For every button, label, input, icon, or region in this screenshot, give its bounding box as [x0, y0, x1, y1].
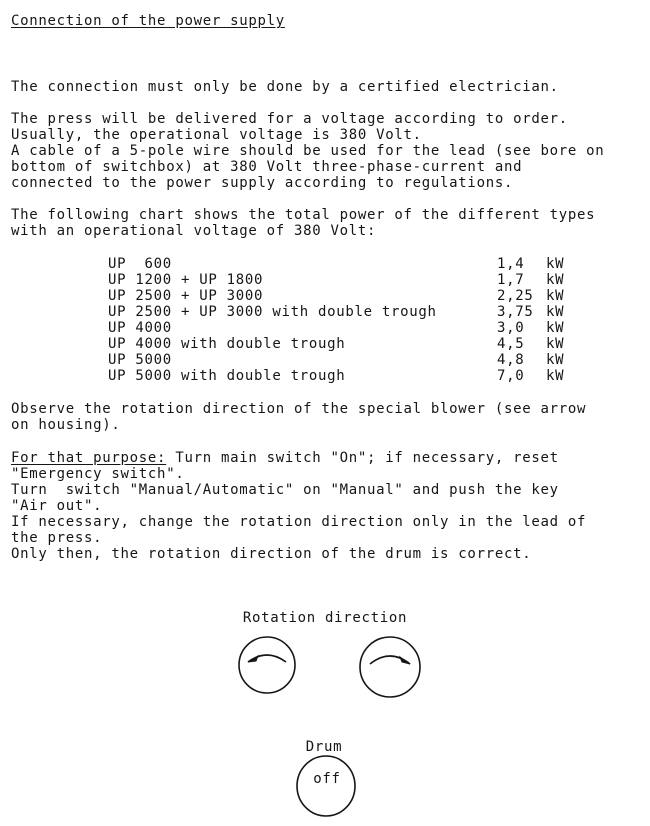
rotation-direction-label: Rotation direction [242, 610, 408, 626]
power-table-type: UP 5000 with double trough [108, 368, 346, 384]
instruction-line-4: If necessary, change the rotation direction only in the lead of [11, 514, 587, 530]
power-table-type: UP 1200 + UP 1800 [108, 272, 264, 288]
instruction-line-5: the press. [11, 530, 103, 546]
power-table-type: UP 5000 [108, 352, 172, 368]
intro-line-5: connected to the power supply according to regulations. [11, 175, 514, 191]
power-table-type: UP 4000 [108, 320, 172, 336]
chart-intro-line-1: The following chart shows the total power of the different types [11, 207, 596, 223]
power-table-value: 2,25 [497, 288, 534, 304]
power-table-value: 4,8 [497, 352, 525, 368]
purpose-line [11, 450, 559, 466]
rotation-left-dial-icon [236, 636, 300, 696]
intro-line-4: bottom of switchbox) at 380 Volt three-phase-current and [11, 159, 523, 175]
power-table-value: 3,0 [497, 320, 525, 336]
chart-intro-line-2: with an operational voltage of 380 Volt: [11, 223, 377, 239]
instruction-line-3: "Air out". [11, 498, 103, 514]
drum-switch-state: off [313, 771, 341, 787]
power-table-value: 4,5 [497, 336, 525, 352]
drum-switch-circle-icon [296, 755, 358, 819]
power-table-type: UP 2500 + UP 3000 [108, 288, 264, 304]
power-table-unit: kW [546, 256, 565, 272]
observe-line-2: on housing). [11, 417, 121, 433]
instruction-line-1: "Emergency switch". [11, 466, 185, 482]
intro-line-3: A cable of a 5-pole wire should be used for the lead (see bore on [11, 143, 605, 159]
rotation-right-dial-icon [358, 636, 422, 700]
power-table-unit: kW [546, 368, 565, 384]
power-table-value: 7,0 [497, 368, 525, 384]
power-table-type: UP 2500 + UP 3000 with double trough [108, 304, 437, 320]
power-table-value: 1,7 [497, 272, 525, 288]
power-table-unit: kW [546, 352, 565, 368]
power-table-unit: kW [546, 272, 565, 288]
page-title: Connection of the power supply [11, 13, 285, 29]
purpose-text: Turn main switch "On"; if necessary, reset [166, 450, 559, 466]
observe-line-1: Observe the rotation direction of the special blower (see arrow [11, 401, 587, 417]
power-table-value: 3,75 [497, 304, 534, 320]
electrician-notice: The connection must only be done by a certified electrician. [11, 79, 559, 95]
power-table-type: UP 600 [108, 256, 172, 272]
instruction-line-2: Turn switch "Manual/Automatic" on "Manual" and push the key [11, 482, 559, 498]
power-table-value: 1,4 [497, 256, 525, 272]
power-table-unit: kW [546, 336, 565, 352]
power-table-unit: kW [546, 320, 565, 336]
drum-label: Drum [305, 739, 343, 755]
intro-line-2: Usually, the operational voltage is 380 Volt. [11, 127, 422, 143]
instruction-line-6: Only then, the rotation direction of the drum is correct. [11, 546, 532, 562]
intro-line-1: The press will be delivered for a voltage according to order. [11, 111, 568, 127]
purpose-label: For that purpose: [11, 450, 167, 466]
power-table-unit: kW [546, 288, 565, 304]
power-table-unit: kW [546, 304, 565, 320]
power-table-type: UP 4000 with double trough [108, 336, 346, 352]
